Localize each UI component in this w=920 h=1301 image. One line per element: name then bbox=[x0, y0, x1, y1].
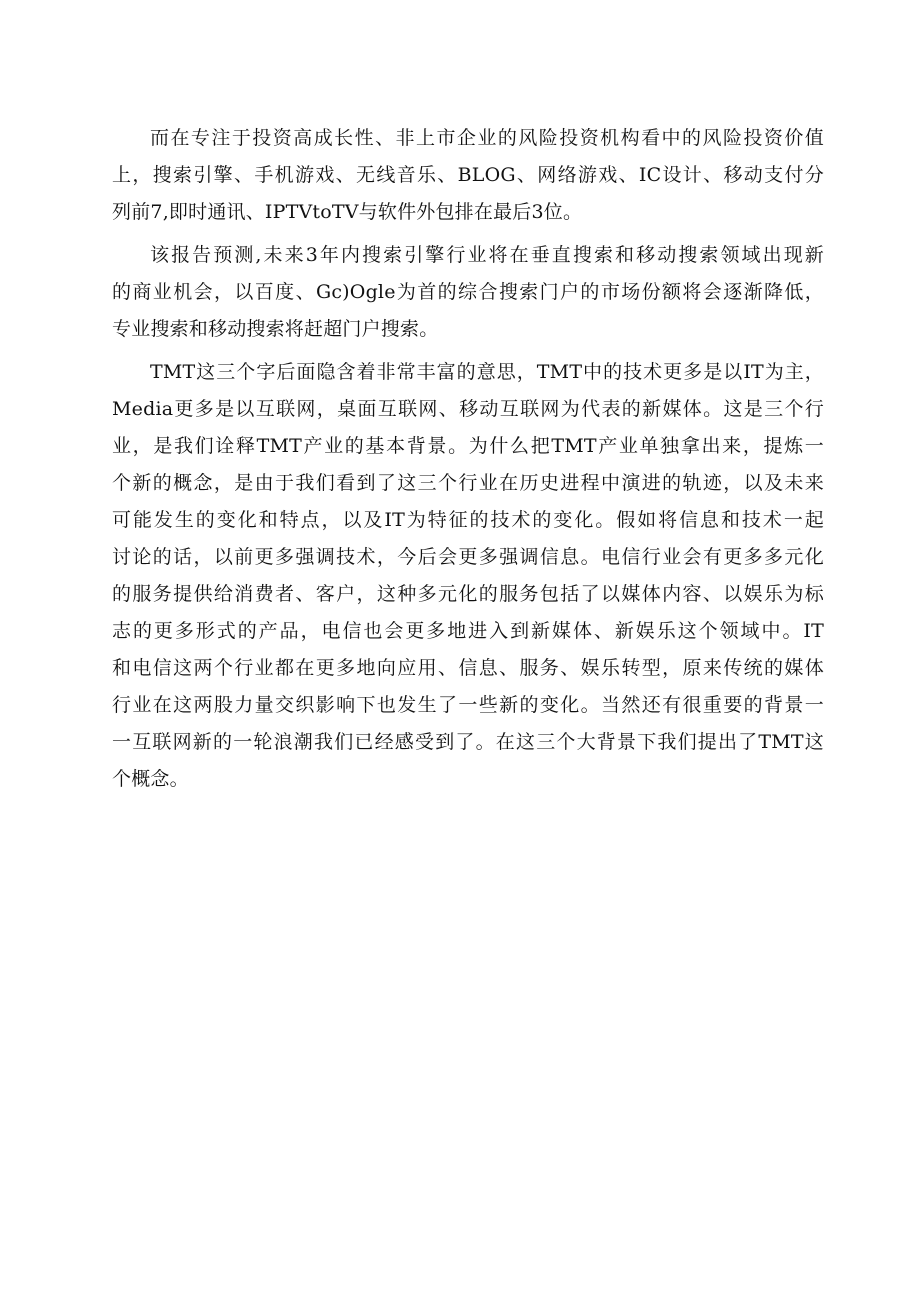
text-line: 讨论的话，以前更多强调技术，今后会更多强调信息。电信行业会有更多多元化 bbox=[112, 546, 824, 568]
text-line: 志的更多形式的产品，电信也会更多地进入到新媒体、新娱乐这个领域中。IT bbox=[112, 620, 824, 642]
document-page bbox=[112, 120, 824, 804]
text-line: 上，搜索引擎、手机游戏、无线音乐、BLOG、网络游戏、IC设计、移动支付分 bbox=[112, 164, 824, 186]
text-line: 的商业机会，以百度、Gc)Ogle为首的综合搜索门户的市场份额将会逐渐降低， bbox=[112, 281, 824, 303]
text-line: 行业在这两股力量交织影响下也发生了一些新的变化。当然还有很重要的背景一 bbox=[112, 694, 824, 716]
text-line: 列前7,即时通讯、IPTVtoTV与软件外包排在最后3位。 bbox=[112, 201, 583, 223]
text-line: 个概念。 bbox=[112, 768, 189, 790]
text-line: 该报告预测,未来3年内搜索引擎行业将在垂直搜索和移动搜索领域出现新 bbox=[150, 244, 824, 266]
text-line: 可能发生的变化和特点，以及IT为特征的技术的变化。假如将信息和技术一起 bbox=[112, 509, 824, 531]
text-line: 而在专注于投资高成长性、非上市企业的风险投资机构看中的风险投资价值 bbox=[150, 127, 824, 149]
text-line: 一互联网新的一轮浪潮我们已经感受到了。在这三个大背景下我们提出了TMT这 bbox=[112, 731, 824, 753]
paragraph-search-forecast bbox=[112, 237, 824, 348]
text-line: 专业搜索和移动搜索将赶超门户搜索。 bbox=[112, 318, 439, 340]
text-line: 和电信这两个行业都在更多地向应用、信息、服务、娱乐转型，原来传统的媒体 bbox=[112, 657, 824, 679]
text-line: 的服务提供给消费者、客户，这种多元化的服务包括了以媒体内容、以娱乐为标 bbox=[112, 583, 824, 605]
text-line: Media更多是以互联网，桌面互联网、移动互联网为代表的新媒体。这是三个行 bbox=[112, 398, 824, 420]
text-line: 个新的概念，是由于我们看到了这三个行业在历史进程中演进的轨迹，以及未来 bbox=[112, 472, 824, 494]
paragraph-tmt-concept bbox=[112, 354, 824, 798]
paragraph-venture-investment bbox=[112, 120, 824, 231]
text-line: 业，是我们诠释TMT产业的基本背景。为什么把TMT产业单独拿出来，提炼一 bbox=[112, 435, 824, 457]
text-line: TMT这三个字后面隐含着非常丰富的意思，TMT中的技术更多是以IT为主， bbox=[150, 361, 824, 383]
